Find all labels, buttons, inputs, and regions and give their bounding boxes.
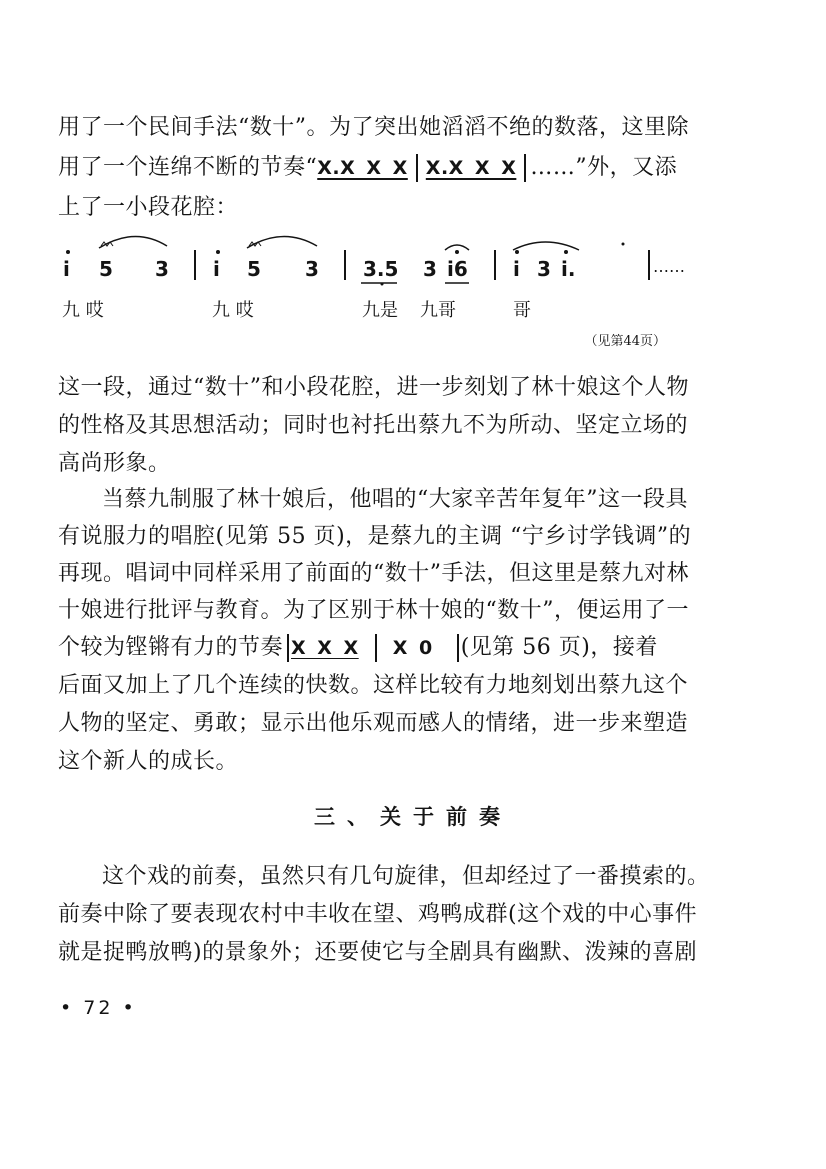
- para1-line3: 上了一小段花腔：: [58, 195, 239, 220]
- score-lyric: 九 哎: [62, 300, 104, 321]
- bar-line: [375, 634, 377, 662]
- score-note: ……: [653, 257, 685, 276]
- para4-line2: 前奏中除了要表现农村中丰收在望、鸡鸭成群(这个戏的中心事件: [58, 902, 698, 927]
- repeat-start-bar: [287, 634, 289, 662]
- para3-line7: 人物的坚定、勇敢；显示出他乐观而感人的情绪，进一步来塑造: [58, 711, 689, 736]
- para3-line1: 当蔡九制服了林十娘后，他唱的“大家辛苦年复年”这一段具: [102, 487, 688, 512]
- score-note: 3.5: [363, 257, 399, 281]
- rhythm-pattern-1: X.X X X: [317, 157, 408, 179]
- score-lyric: 九是: [362, 300, 398, 321]
- score-note: 5: [247, 257, 261, 281]
- score-note: 5: [99, 257, 113, 281]
- rhythm-pattern-4: X 0: [392, 637, 433, 659]
- score-note: i: [213, 257, 220, 281]
- para1-line2-end: ……”外，又添: [530, 155, 678, 180]
- repeat-bar: [524, 154, 526, 182]
- score-lyric: 九哥: [420, 300, 456, 321]
- score-note: i: [513, 257, 520, 281]
- bar-line: [416, 154, 418, 182]
- score-lyric: 哥: [513, 300, 531, 321]
- section-heading: 三、关于前奏: [314, 805, 512, 829]
- para3-line8: 这个新人的成长。: [58, 749, 239, 774]
- rhythm-pattern-2: X.X X X: [425, 157, 517, 179]
- para1-line2: [58, 153, 710, 183]
- para3-line5: [58, 633, 710, 663]
- score-lyric: 九 哎: [212, 300, 254, 321]
- para4-line1: 这个戏的前奏，虽然只有几句旋律，但却经过了一番摸索的。: [102, 864, 710, 889]
- score-note: i6: [447, 257, 468, 281]
- para3-line5-end: (见第 56 页)，接着: [460, 635, 658, 660]
- music-score: [55, 228, 715, 288]
- rhythm-pattern-3: X X X: [291, 637, 359, 659]
- score-note: 3: [537, 257, 551, 281]
- para2-line1: 这一段，通过“数十”和小段花腔，进一步刻划了林十娘这个人物: [58, 375, 689, 400]
- page-number: • 72 •: [60, 997, 137, 1019]
- para3-line5-text: 个较为铿锵有力的节奏: [58, 635, 284, 660]
- score-page-reference: （见第44页）: [584, 334, 666, 349]
- para4-line3: 就是捉鸭放鸭)的景象外；还要使它与全剧具有幽默、泼辣的喜剧: [58, 940, 698, 965]
- para3-line2: 有说服力的唱腔(见第 55 页)，是蔡九的主调 “宁乡讨学钱调”的: [58, 524, 692, 549]
- para2-line2: 的性格及其思想活动；同时也衬托出蔡九不为所动、坚定立场的: [58, 413, 689, 438]
- score-note: i.: [561, 257, 576, 281]
- score-note: 3: [155, 257, 169, 281]
- para2-line3: 高尚形象。: [58, 451, 171, 476]
- para3-line6: 后面又加上了几个连续的快数。这样比较有力地刻划出蔡九这个: [58, 673, 689, 698]
- repeat-end-bar: [457, 634, 459, 662]
- score-note: 3: [423, 257, 437, 281]
- score-note: i: [63, 257, 70, 281]
- para3-line4: 十娘进行批评与教育。为了区别于林十娘的“数十”，便运用了一: [58, 598, 689, 623]
- score-note: 3: [305, 257, 319, 281]
- para3-line3: 再现。唱词中同样采用了前面的“数十”手法，但这里是蔡九对林: [58, 561, 689, 586]
- para1-line1: 用了一个民间手法“数十”。为了突出她滔滔不绝的数落，这里除: [58, 115, 689, 140]
- para1-line2-text: 用了一个连绵不断的节奏“: [58, 155, 318, 180]
